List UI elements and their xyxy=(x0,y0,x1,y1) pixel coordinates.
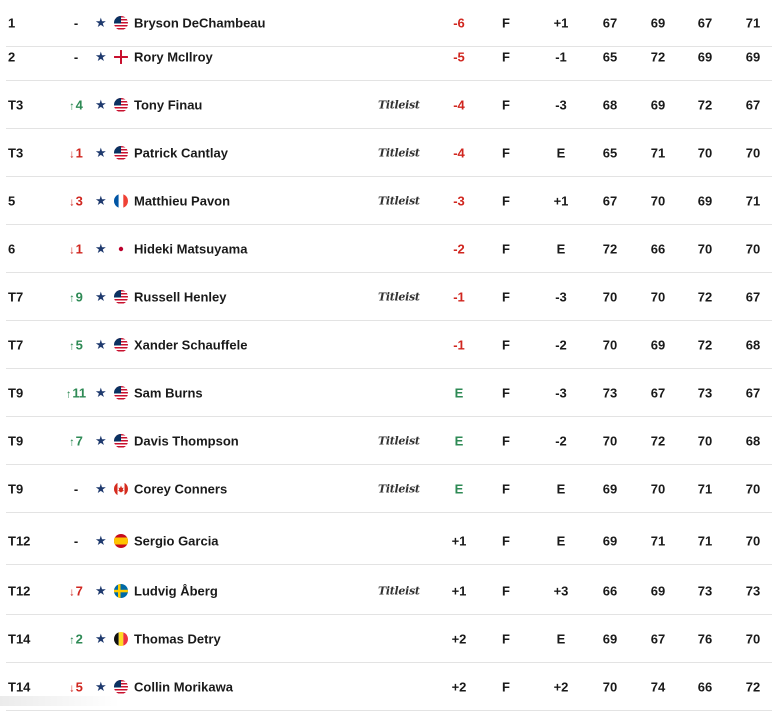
flag-icon xyxy=(114,632,128,646)
arrow-down-icon: ↓ xyxy=(69,586,75,599)
leaderboard-row[interactable] xyxy=(6,616,772,663)
total-score: -2 xyxy=(453,241,465,257)
today-score: E xyxy=(556,145,566,161)
position: 2 xyxy=(8,49,16,65)
round-3-score: 69 xyxy=(697,49,713,65)
total-score: -6 xyxy=(453,15,465,31)
round-1-score: 70 xyxy=(602,679,618,695)
round-4-score: 70 xyxy=(745,241,761,257)
round-1-score: 67 xyxy=(602,15,618,31)
round-1-score: 70 xyxy=(602,337,618,353)
star-icon[interactable]: ★ xyxy=(95,337,107,352)
round-2-score: 69 xyxy=(650,583,666,599)
round-1-score: 68 xyxy=(602,97,618,113)
round-1-score: 69 xyxy=(602,631,618,647)
arrow-up-icon: ↑ xyxy=(69,436,75,449)
round-3-score: 66 xyxy=(697,679,713,695)
star-icon[interactable]: ★ xyxy=(95,481,107,496)
thru: F xyxy=(502,15,510,31)
star-icon[interactable]: ★ xyxy=(95,97,107,112)
flag-icon xyxy=(114,680,128,694)
round-1-score: 73 xyxy=(602,385,618,401)
position: 6 xyxy=(8,241,16,257)
thru: F xyxy=(502,289,510,305)
round-1-score: 70 xyxy=(602,289,618,305)
today-score: +1 xyxy=(553,15,569,31)
round-3-score: 72 xyxy=(697,97,713,113)
star-icon[interactable]: ★ xyxy=(95,533,107,548)
today-score: -3 xyxy=(555,385,567,401)
position-movement xyxy=(58,534,94,549)
round-4-score: 70 xyxy=(745,481,761,497)
star-icon[interactable]: ★ xyxy=(95,631,107,646)
round-4-score: 68 xyxy=(745,433,761,449)
thru: F xyxy=(502,193,510,209)
star-icon[interactable]: ★ xyxy=(95,241,107,256)
position: 1 xyxy=(8,15,16,31)
leaderboard-row[interactable] xyxy=(6,664,772,711)
thru: F xyxy=(502,385,510,401)
thru: F xyxy=(502,241,510,257)
player-name[interactable]: Corey Conners xyxy=(134,481,228,497)
star-icon[interactable]: ★ xyxy=(95,583,107,598)
player-name[interactable]: Sergio Garcia xyxy=(134,533,219,549)
leaderboard-row[interactable] xyxy=(6,34,772,81)
star-icon[interactable]: ★ xyxy=(95,289,107,304)
round-3-score: 71 xyxy=(697,533,713,549)
position-movement xyxy=(58,584,94,599)
round-2-score: 69 xyxy=(650,97,666,113)
move-value: 5 xyxy=(75,337,83,353)
move-value: 4 xyxy=(75,97,83,113)
sponsor-logo: Titleist xyxy=(378,482,420,496)
arrow-up-icon: ↑ xyxy=(69,100,75,113)
move-value: 9 xyxy=(75,289,83,305)
scroll-shadow xyxy=(0,696,120,706)
position-movement xyxy=(58,386,94,401)
round-2-score: 69 xyxy=(650,15,666,31)
flag-icon xyxy=(114,386,128,400)
round-2-score: 69 xyxy=(650,337,666,353)
round-3-score: 67 xyxy=(697,15,713,31)
thru: F xyxy=(502,433,510,449)
move-value: - xyxy=(73,533,79,549)
move-value: 11 xyxy=(72,385,87,401)
player-name[interactable]: Patrick Cantlay xyxy=(134,145,228,161)
player-name[interactable]: Tony Finau xyxy=(134,97,203,113)
round-4-score: 68 xyxy=(745,337,761,353)
position-movement xyxy=(58,632,94,647)
player-name[interactable]: Ludvig Åberg xyxy=(134,583,218,599)
flag-icon xyxy=(114,242,128,256)
position: T9 xyxy=(8,385,24,401)
sponsor-logo: Titleist xyxy=(378,290,420,304)
move-value: 1 xyxy=(75,241,83,257)
round-2-score: 67 xyxy=(650,385,666,401)
total-score: +1 xyxy=(451,583,467,599)
round-2-score: 74 xyxy=(650,679,666,695)
round-1-score: 65 xyxy=(602,145,618,161)
round-4-score: 67 xyxy=(745,97,761,113)
position: 5 xyxy=(8,193,16,209)
round-3-score: 72 xyxy=(697,337,713,353)
sponsor-logo: Titleist xyxy=(378,98,420,112)
thru: F xyxy=(502,97,510,113)
round-3-score: 71 xyxy=(697,481,713,497)
round-2-score: 72 xyxy=(650,49,666,65)
position-movement xyxy=(58,146,94,161)
total-score: -5 xyxy=(453,49,465,65)
arrow-down-icon: ↓ xyxy=(69,196,75,209)
position: T3 xyxy=(8,145,24,161)
total-score: +1 xyxy=(451,533,467,549)
round-3-score: 72 xyxy=(697,289,713,305)
round-2-score: 70 xyxy=(650,481,666,497)
thru: F xyxy=(502,145,510,161)
arrow-down-icon: ↓ xyxy=(69,148,75,161)
round-3-score: 70 xyxy=(697,145,713,161)
arrow-up-icon: ↑ xyxy=(69,340,75,353)
thru: F xyxy=(502,481,510,497)
player-name[interactable]: Matthieu Pavon xyxy=(134,193,231,209)
total-score: -1 xyxy=(453,337,465,353)
today-score: -2 xyxy=(555,433,567,449)
today-score: E xyxy=(556,631,566,647)
leaderboard-row[interactable] xyxy=(6,568,772,615)
player-name[interactable]: Collin Morikawa xyxy=(134,679,233,695)
player-name[interactable]: Xander Schauffele xyxy=(134,337,248,353)
flag-icon xyxy=(114,534,128,548)
round-4-score: 67 xyxy=(745,289,761,305)
round-4-score: 73 xyxy=(745,583,761,599)
round-2-score: 72 xyxy=(650,433,666,449)
player-name[interactable]: Rory McIlroy xyxy=(134,49,213,65)
total-score: -3 xyxy=(453,193,465,209)
round-1-score: 66 xyxy=(602,583,618,599)
total-score: -1 xyxy=(453,289,465,305)
position-movement xyxy=(58,98,94,113)
round-2-score: 71 xyxy=(650,533,666,549)
round-2-score: 67 xyxy=(650,631,666,647)
move-value: - xyxy=(73,15,79,31)
sponsor-logo: Titleist xyxy=(378,584,420,598)
total-score: E xyxy=(454,481,464,497)
today-score: -3 xyxy=(555,97,567,113)
round-1-score: 72 xyxy=(602,241,618,257)
round-3-score: 70 xyxy=(697,241,713,257)
flag-icon xyxy=(114,16,128,30)
leaderboard-row[interactable] xyxy=(6,370,772,417)
move-value: 7 xyxy=(75,583,83,599)
today-score: +1 xyxy=(553,193,569,209)
move-value: - xyxy=(73,481,79,497)
player-name[interactable]: Sam Burns xyxy=(134,385,203,401)
position: T12 xyxy=(8,533,31,549)
leaderboard-row[interactable] xyxy=(6,178,772,225)
total-score: E xyxy=(454,385,464,401)
arrow-down-icon: ↓ xyxy=(69,244,75,257)
today-score: E xyxy=(556,241,566,257)
round-3-score: 69 xyxy=(697,193,713,209)
leaderboard-row[interactable] xyxy=(6,130,772,177)
move-value: 5 xyxy=(75,679,83,695)
total-score: +2 xyxy=(451,679,467,695)
player-name[interactable]: Davis Thompson xyxy=(134,433,239,449)
round-3-score: 70 xyxy=(697,433,713,449)
round-4-score: 70 xyxy=(745,145,761,161)
round-2-score: 71 xyxy=(650,145,666,161)
arrow-down-icon: ↓ xyxy=(69,682,75,695)
position: T14 xyxy=(8,679,31,695)
round-4-score: 71 xyxy=(745,193,761,209)
player-name[interactable]: Russell Henley xyxy=(134,289,227,305)
position-movement xyxy=(58,434,94,449)
round-4-score: 72 xyxy=(745,679,761,695)
position-movement xyxy=(58,16,94,31)
position-movement xyxy=(58,50,94,65)
position-movement xyxy=(58,680,94,695)
total-score: -4 xyxy=(453,145,465,161)
flag-icon xyxy=(114,194,128,208)
position: T7 xyxy=(8,289,24,305)
round-2-score: 66 xyxy=(650,241,666,257)
position-movement xyxy=(58,338,94,353)
round-3-score: 73 xyxy=(697,385,713,401)
position: T3 xyxy=(8,97,24,113)
sponsor-logo: Titleist xyxy=(378,434,420,448)
round-4-score: 67 xyxy=(745,385,761,401)
leaderboard-row[interactable] xyxy=(6,274,772,321)
round-4-score: 71 xyxy=(745,15,761,31)
thru: F xyxy=(502,533,510,549)
round-1-score: 65 xyxy=(602,49,618,65)
flag-icon xyxy=(114,146,128,160)
today-score: +3 xyxy=(553,583,569,599)
thru: F xyxy=(502,583,510,599)
total-score: E xyxy=(454,433,464,449)
round-4-score: 70 xyxy=(745,631,761,647)
flag-icon xyxy=(114,482,128,496)
position: T14 xyxy=(8,631,31,647)
round-4-score: 69 xyxy=(745,49,761,65)
position: T12 xyxy=(8,583,31,599)
star-icon[interactable]: ★ xyxy=(95,15,107,30)
round-3-score: 76 xyxy=(697,631,713,647)
arrow-up-icon: ↑ xyxy=(65,388,72,401)
round-3-score: 73 xyxy=(697,583,713,599)
thru: F xyxy=(502,631,510,647)
leaderboard-row[interactable] xyxy=(6,226,772,273)
move-value: 1 xyxy=(75,145,83,161)
leaderboard-row[interactable] xyxy=(6,418,772,465)
player-name[interactable]: Bryson DeChambeau xyxy=(134,15,266,31)
round-1-score: 67 xyxy=(602,193,618,209)
arrow-up-icon: ↑ xyxy=(69,634,75,647)
today-score: -3 xyxy=(555,289,567,305)
total-score: +2 xyxy=(451,631,467,647)
round-4-score: 70 xyxy=(745,533,761,549)
position-movement xyxy=(58,194,94,209)
thru: F xyxy=(502,679,510,695)
total-score: -4 xyxy=(453,97,465,113)
round-1-score: 69 xyxy=(602,533,618,549)
position-movement xyxy=(58,482,94,497)
thru: F xyxy=(502,49,510,65)
round-1-score: 70 xyxy=(602,433,618,449)
today-score: -1 xyxy=(555,49,567,65)
leaderboard-row[interactable] xyxy=(6,82,772,129)
flag-icon xyxy=(114,338,128,352)
round-2-score: 70 xyxy=(650,289,666,305)
position: T7 xyxy=(8,337,24,353)
position: T9 xyxy=(8,433,24,449)
position: T9 xyxy=(8,481,24,497)
arrow-up-icon: ↑ xyxy=(69,292,75,305)
star-icon[interactable]: ★ xyxy=(95,385,107,400)
thru: F xyxy=(502,337,510,353)
star-icon[interactable]: ★ xyxy=(95,679,107,694)
leaderboard-row[interactable] xyxy=(6,466,772,513)
position-movement xyxy=(58,242,94,257)
player-name[interactable]: Thomas Detry xyxy=(134,631,221,647)
round-1-score: 69 xyxy=(602,481,618,497)
flag-icon xyxy=(114,434,128,448)
round-2-score: 70 xyxy=(650,193,666,209)
sponsor-logo: Titleist xyxy=(378,146,420,160)
today-score: +2 xyxy=(553,679,569,695)
flag-icon xyxy=(114,584,128,598)
flag-icon xyxy=(114,98,128,112)
leaderboard-row[interactable] xyxy=(6,322,772,369)
leaderboard-row[interactable] xyxy=(6,518,772,565)
star-icon[interactable]: ★ xyxy=(95,145,107,160)
sponsor-logo: Titleist xyxy=(378,194,420,208)
star-icon[interactable]: ★ xyxy=(95,193,107,208)
move-value: 2 xyxy=(75,631,83,647)
flag-icon xyxy=(114,290,128,304)
today-score: E xyxy=(556,533,566,549)
today-score: E xyxy=(556,481,566,497)
today-score: -2 xyxy=(555,337,567,353)
move-value: - xyxy=(73,49,79,65)
move-value: 3 xyxy=(75,193,83,209)
move-value: 7 xyxy=(75,433,83,449)
player-name[interactable]: Hideki Matsuyama xyxy=(134,241,248,257)
position-movement xyxy=(58,290,94,305)
flag-icon xyxy=(114,50,128,64)
star-icon[interactable]: ★ xyxy=(95,49,107,64)
star-icon[interactable]: ★ xyxy=(95,433,107,448)
